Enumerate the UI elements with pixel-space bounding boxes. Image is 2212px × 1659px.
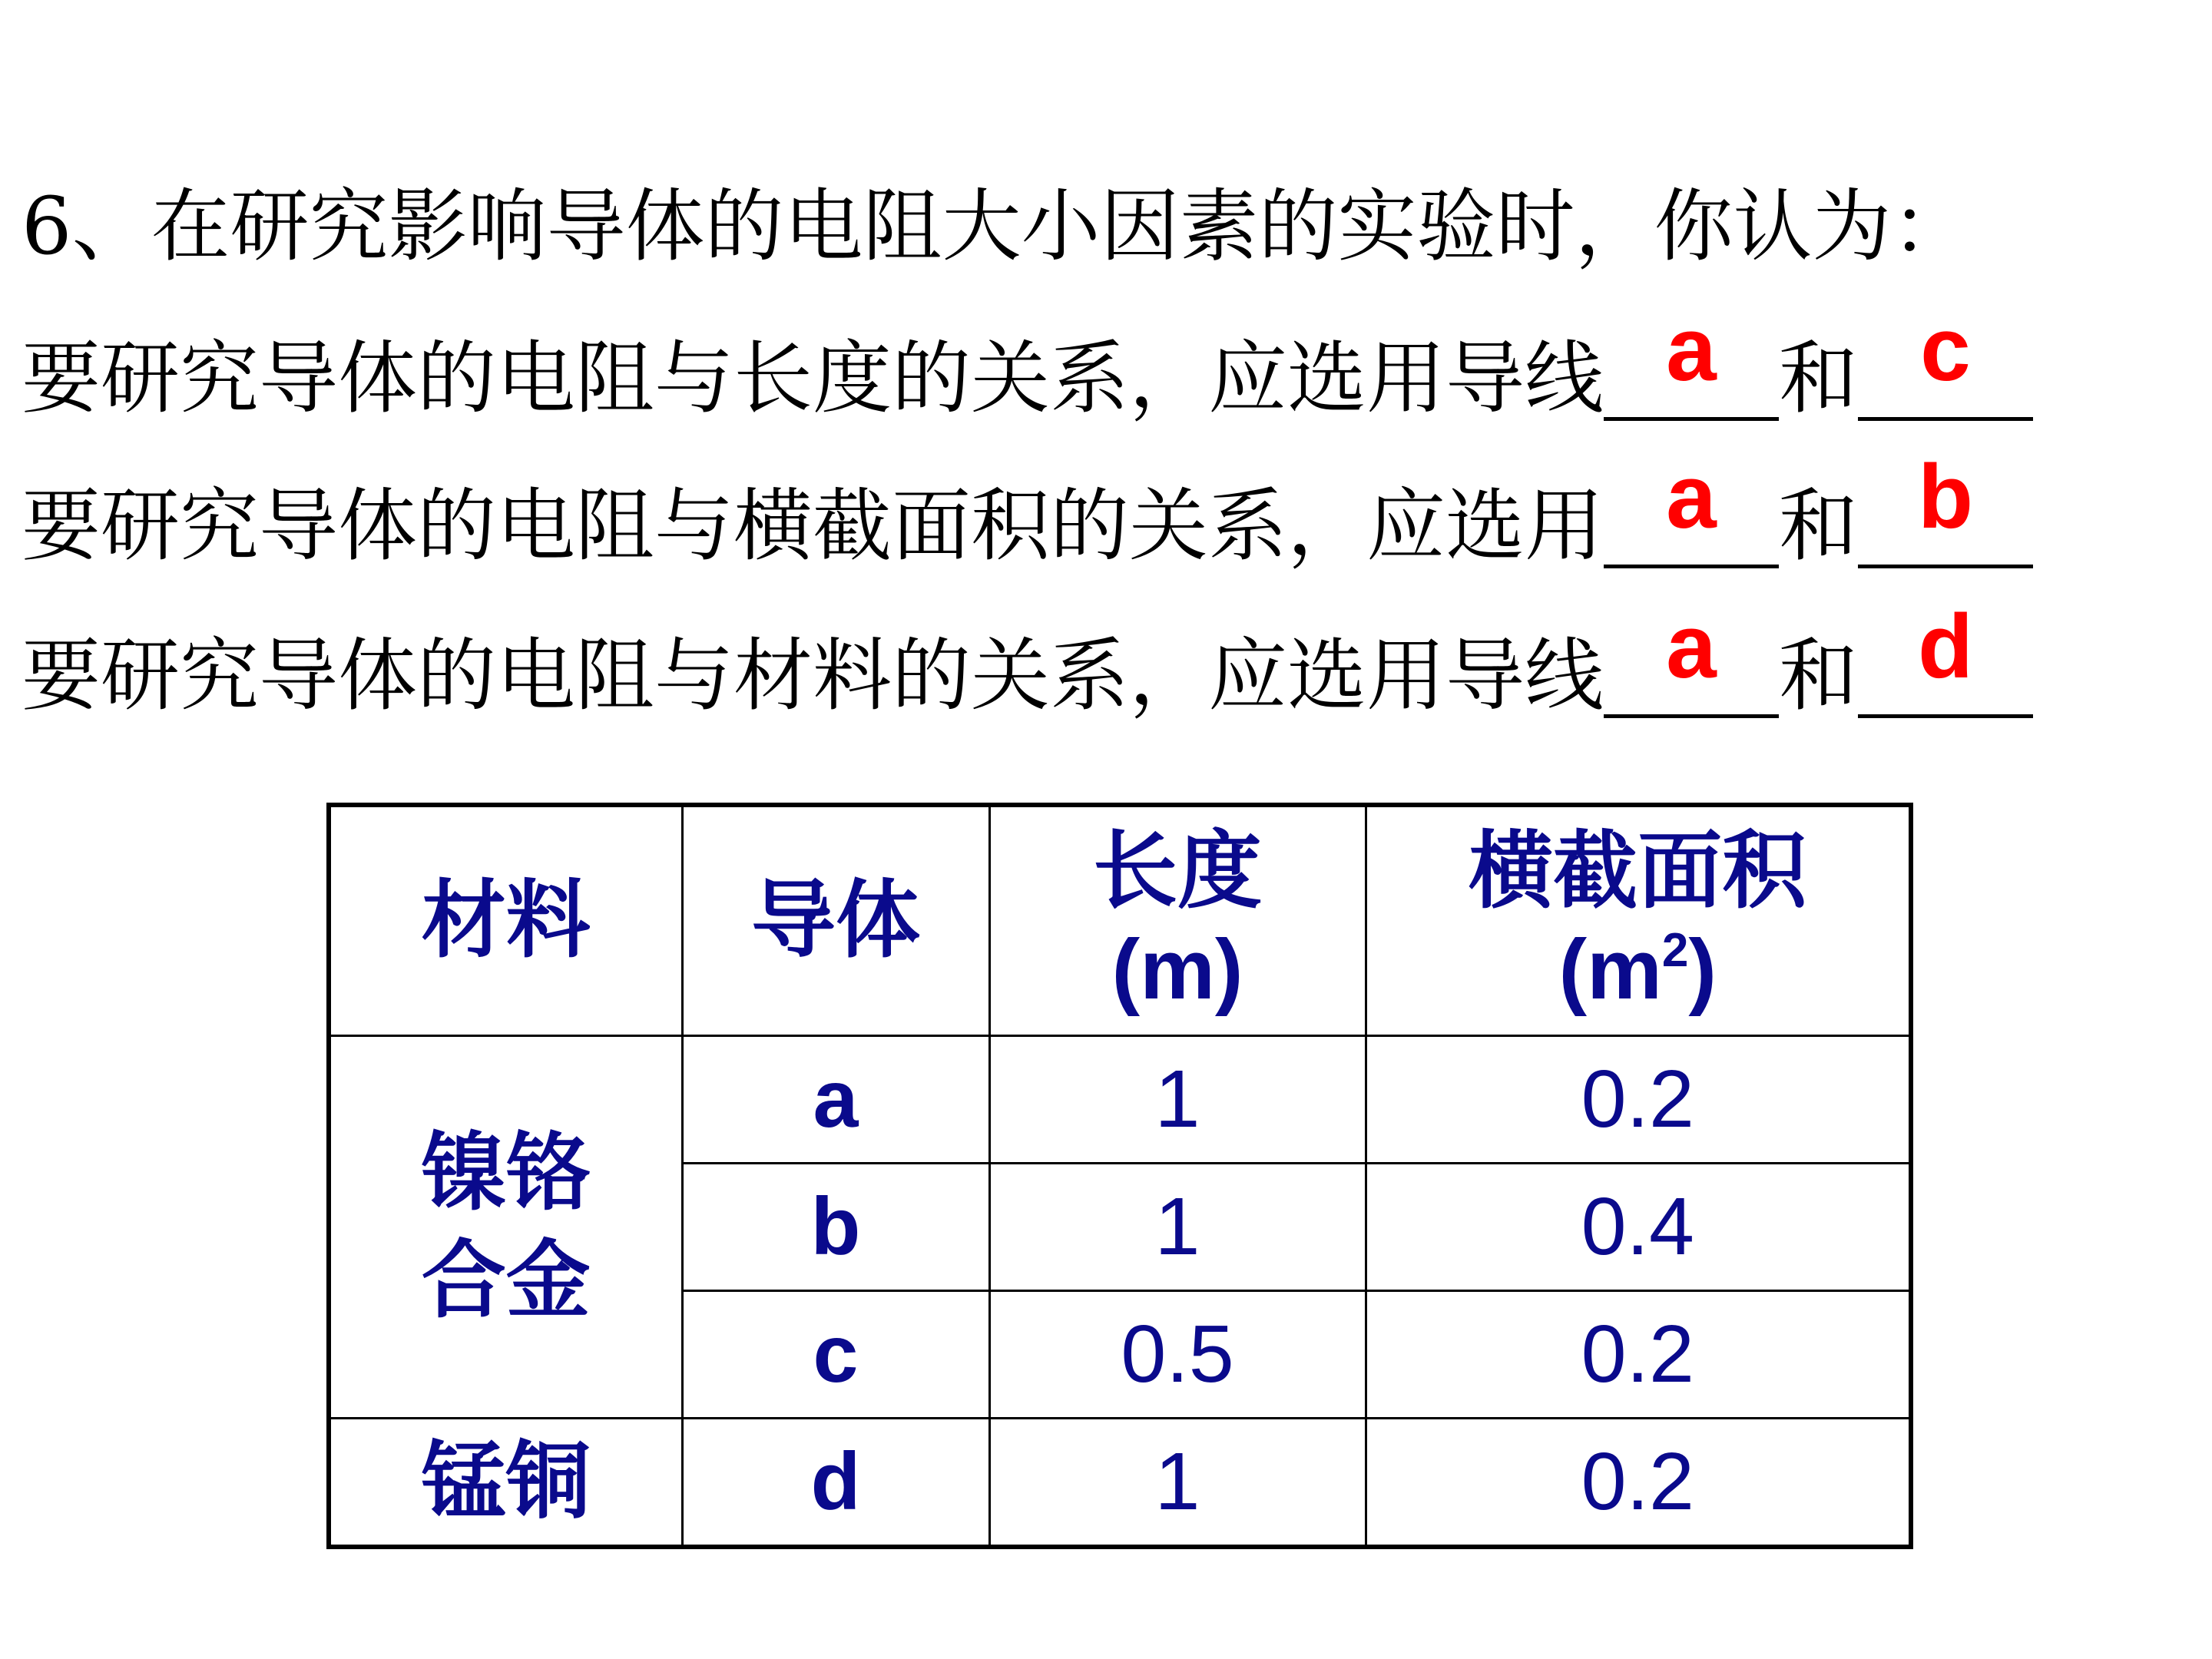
conductor-cell: b (682, 1164, 989, 1291)
header-area-unit-open: (m (1558, 922, 1662, 1017)
header-length-unit: (m) (1111, 922, 1243, 1017)
answer-text: c (1920, 299, 1971, 400)
header-area (1366, 805, 1911, 1036)
material-cell (329, 1036, 682, 1419)
area-cell: 0.2 (1366, 1291, 1911, 1419)
answer-blank (1604, 299, 1779, 421)
header-area-label: 横截面积 (1469, 824, 1807, 919)
area-cell: 0.4 (1366, 1164, 1911, 1291)
answer-blank (1858, 596, 2033, 718)
conjunction: 和 (1779, 630, 1858, 722)
conductor-cell: d (682, 1419, 989, 1548)
area-cell: 0.2 (1366, 1419, 1911, 1548)
conductor-table (326, 803, 1913, 1549)
material-nichrome: 镍铬合金 (421, 1125, 591, 1328)
area-cell: 0.2 (1366, 1036, 1911, 1164)
length-cell: 1 (989, 1419, 1366, 1548)
answer-text: a (1666, 299, 1717, 400)
question-line-4-text: 要研究导体的电阻与材料的关系，应选用导线 (22, 630, 1604, 722)
header-area-unit (1367, 921, 1909, 1019)
material-cell: 锰铜 (329, 1419, 682, 1548)
length-cell: 1 (989, 1036, 1366, 1164)
conjunction: 和 (1779, 333, 1858, 425)
conjunction: 和 (1779, 480, 1858, 572)
question-line-3 (22, 446, 2033, 591)
question-line-2-text: 要研究导体的电阻与长度的关系，应选用导线 (22, 333, 1604, 425)
length-cell: 1 (989, 1164, 1366, 1291)
header-area-unit-exponent: 2 (1661, 924, 1689, 977)
answer-blank (1604, 446, 1779, 568)
question-line-4 (22, 596, 2033, 741)
answer-text: a (1666, 596, 1717, 697)
table-row (329, 1036, 1911, 1164)
header-material: 材料 (329, 805, 682, 1036)
answer-text: a (1666, 446, 1717, 548)
answer-text: d (1917, 596, 1974, 697)
table-header-row (329, 805, 1911, 1036)
question-line-1 (22, 161, 1971, 292)
question-line-3-text: 要研究导体的电阻与横截面积的关系，应选用 (22, 480, 1604, 572)
question-line-2 (22, 299, 2033, 444)
header-area-unit-close: ) (1688, 922, 1717, 1017)
answer-blank (1604, 596, 1779, 718)
question-intro: 6、在研究影响导体的电阻大小因素的实验时，你认为： (22, 180, 1971, 273)
answer-blank (1858, 299, 2033, 421)
answer-text: b (1917, 446, 1974, 548)
header-length-label: 长度 (1093, 824, 1262, 919)
length-cell: 0.5 (989, 1291, 1366, 1419)
header-conductor: 导体 (682, 805, 989, 1036)
conductor-cell: c (682, 1291, 989, 1419)
header-length (989, 805, 1366, 1036)
conductor-cell: a (682, 1036, 989, 1164)
answer-blank (1858, 446, 2033, 568)
table-row (329, 1419, 1911, 1548)
